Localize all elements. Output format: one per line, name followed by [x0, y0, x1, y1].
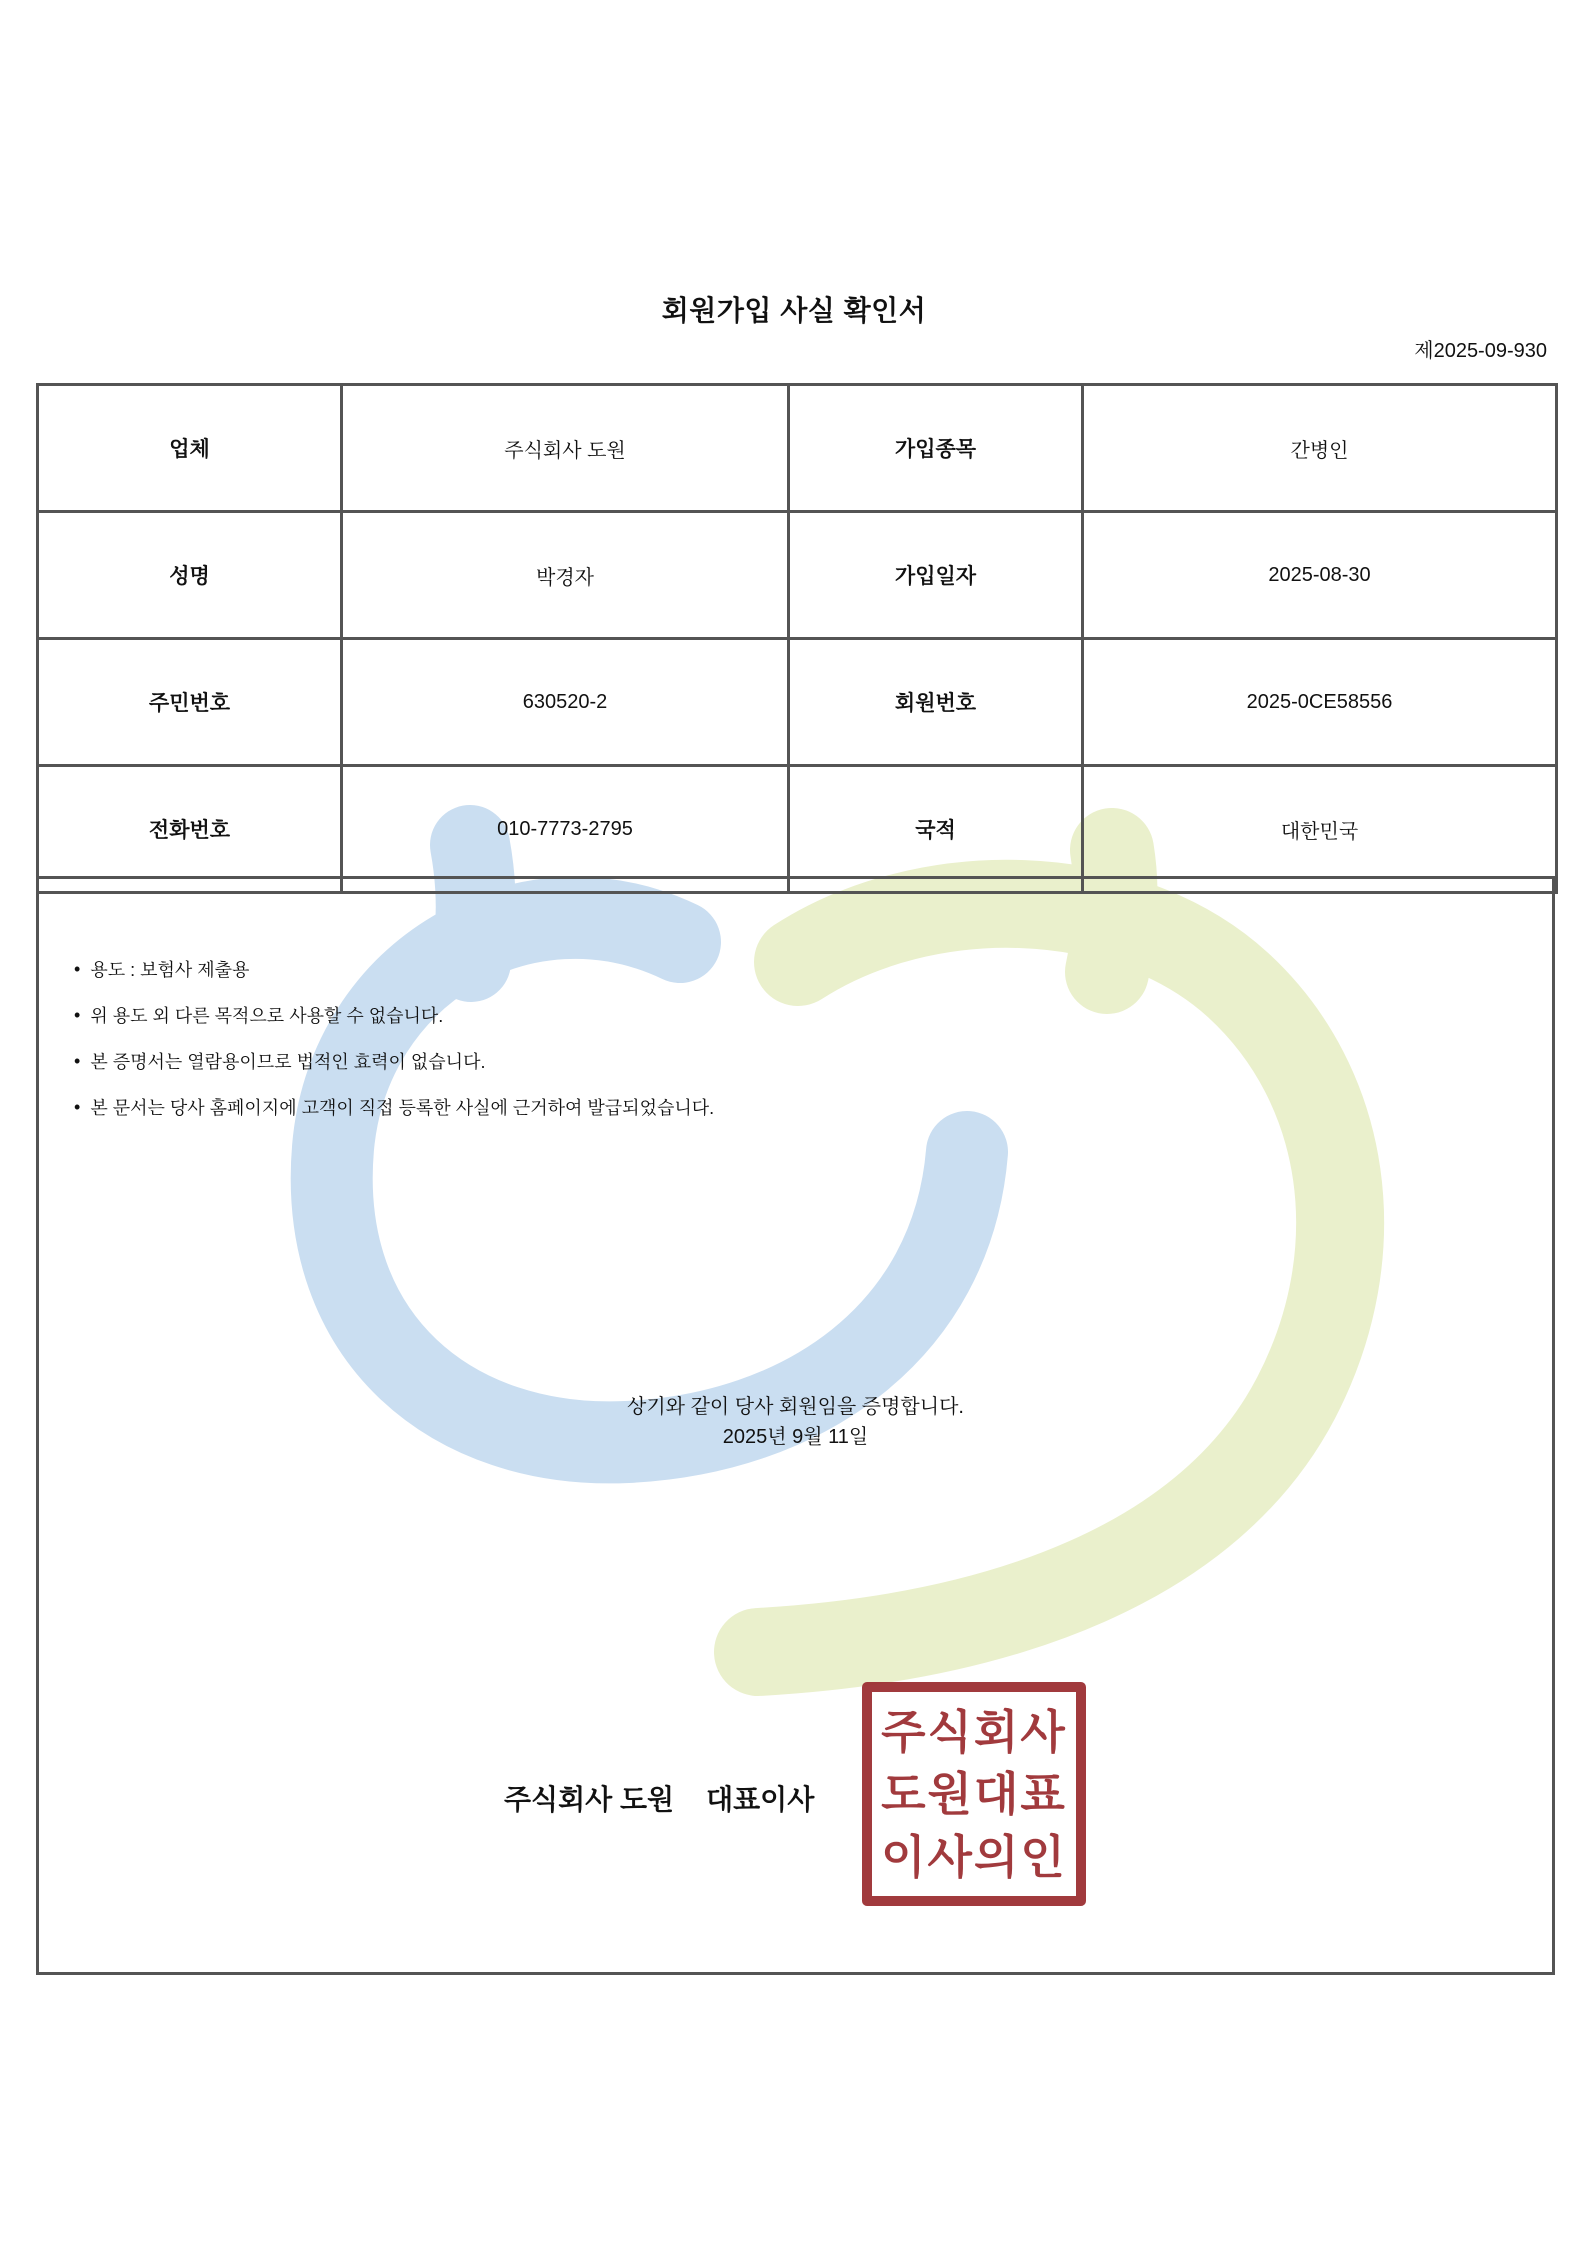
seal-text-row: 주식회사 [881, 1705, 1067, 1758]
statement-date: 2025년 9월 11일 [722, 1426, 869, 1448]
note-item [74, 1038, 714, 1084]
value-join-date: 2025-08-30 [1083, 512, 1557, 639]
value-membership-type: 간병인 [1083, 385, 1557, 512]
value-member-number: 2025-0CE58556 [1083, 639, 1557, 766]
value-resident-number: 630520-2 [342, 639, 789, 766]
bullet-icon: • [74, 1050, 81, 1071]
corporate-seal-stamp [862, 1682, 1086, 1906]
ceo-title: 대표이사 [706, 1784, 815, 1815]
note-text: 위 용도 외 다른 목적으로 사용할 수 없습니다. [90, 1006, 444, 1026]
value-company: 주식회사 도원 [342, 385, 789, 512]
seal-text-row: 이사의인 [881, 1830, 1067, 1883]
label-phone-number: 전화번호 [38, 766, 342, 893]
certification-statement [36, 1392, 1555, 1452]
notes-list [74, 946, 714, 1130]
label-company: 업체 [38, 385, 342, 512]
table-row [38, 512, 1557, 639]
label-member-number: 회원번호 [789, 639, 1083, 766]
note-item [74, 992, 714, 1038]
value-phone-number: 010-7773-2795 [342, 766, 789, 893]
bullet-icon: • [74, 1004, 81, 1025]
label-nationality: 국적 [789, 766, 1083, 893]
label-name: 성명 [38, 512, 342, 639]
member-info-table [36, 383, 1558, 894]
value-nationality: 대한민국 [1083, 766, 1557, 893]
signature-line [504, 1782, 814, 1818]
label-resident-number: 주민번호 [38, 639, 342, 766]
table-row [38, 385, 1557, 512]
table-row [38, 639, 1557, 766]
statement-line: 상기와 같이 당사 회원임을 증명합니다. [627, 1396, 964, 1418]
label-membership-type: 가입종목 [789, 385, 1083, 512]
note-item [74, 1084, 714, 1130]
company-name: 주식회사 도원 [504, 1784, 675, 1815]
note-text: 본 증명서는 열람용이므로 법적인 효력이 없습니다. [90, 1052, 486, 1072]
note-item [74, 946, 714, 992]
bullet-icon: • [74, 958, 81, 979]
note-text: 본 문서는 당사 홈페이지에 고객이 직접 등록한 사실에 근거하여 발급되었습니다. [90, 1098, 715, 1118]
note-text: 용도 : 보험사 제출용 [90, 960, 250, 980]
table-row [38, 766, 1557, 893]
seal-text-row: 도원대표 [881, 1768, 1067, 1820]
value-name: 박경자 [342, 512, 789, 639]
document-number: 제2025-09-930 [1414, 340, 1547, 362]
page-title: 회원가입 사실 확인서 [661, 295, 927, 326]
bullet-icon: • [74, 1096, 81, 1117]
label-join-date: 가입일자 [789, 512, 1083, 639]
